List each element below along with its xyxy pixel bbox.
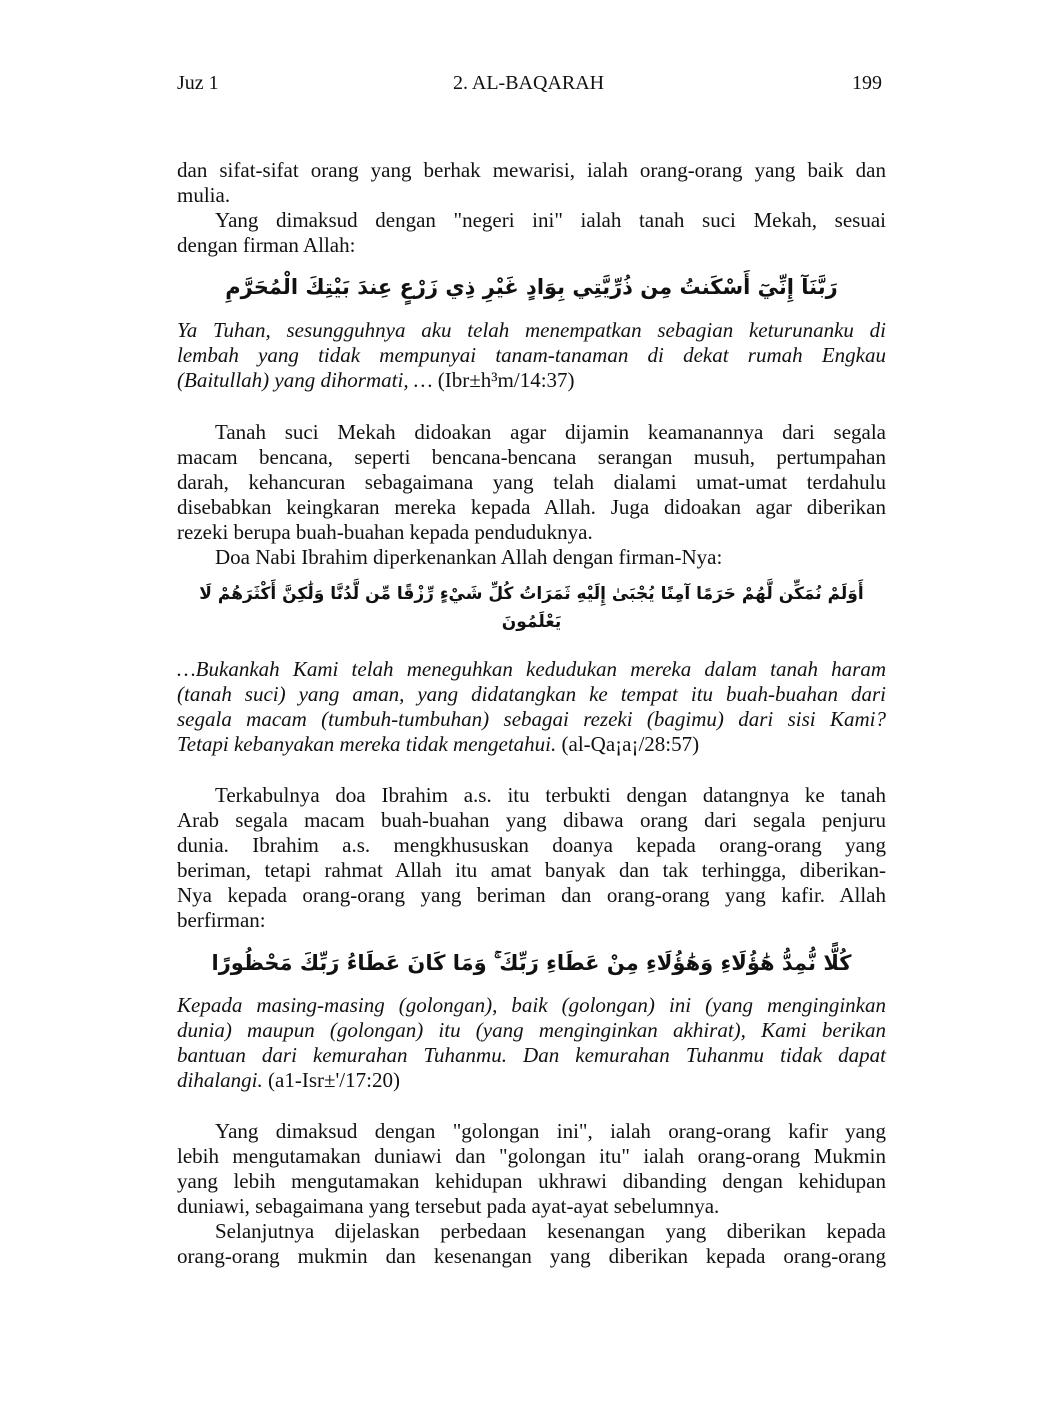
translation bbox=[177, 657, 886, 757]
text-line: (Baitullah) yang dihormati, … bbox=[177, 368, 433, 392]
text-line: Kepada masing-masing (golongan), baik (golongan) ini (yang menginginkan bbox=[177, 993, 886, 1017]
text-line: dunia. Ibrahim a.s. mengkhususkan doanya kepada orang-orang yang bbox=[177, 833, 886, 857]
paragraph bbox=[177, 783, 886, 933]
text-line: Arab segala macam buah-buahan yang dibawa orang dari segala penjuru bbox=[177, 808, 886, 832]
text-line: (tanah suci) yang aman, yang didatangkan ke tempat itu buah-buahan dari bbox=[177, 682, 886, 706]
text-line: Tetapi kebanyakan mereka tidak mengetahui. bbox=[177, 732, 557, 756]
translation bbox=[177, 318, 886, 393]
text-line: berfirman: bbox=[177, 908, 266, 932]
text-line: duniawi, sebagaimana yang tersebut pada ayat-ayat sebelumnya. bbox=[177, 1194, 720, 1218]
text-line: Selanjutnya dijelaskan perbedaan kesenangan yang diberikan kepada bbox=[215, 1219, 886, 1243]
text-line: beriman, tetapi rahmat Allah itu amat banyak dan tak terhingga, diberikan- bbox=[177, 858, 886, 882]
translation bbox=[177, 993, 886, 1093]
surah-title: 2. AL-BAQARAH bbox=[453, 72, 605, 94]
arabic-verse: أَوَلَمْ نُمَكِّن لَّهُمْ حَرَمًا آمِنًا يُجْبَىٰ إِلَيْهِ ثَمَرَاتُ كُلِّ شَيْءٍ رِّزْقًا مِّن لَّدُنَّا وَلَٰكِنَّ أَكْثَرَهُمْ لَا يَعْلَمُونَ bbox=[199, 584, 864, 632]
text-line: Nya kepada orang-orang yang beriman dan orang-orang yang kafir. Allah bbox=[177, 883, 886, 907]
verse-reference: (Ibr±h³m/14:37) bbox=[437, 368, 575, 392]
text-line: …Bukankah Kami telah meneguhkan kedudukan mereka dalam tanah haram bbox=[177, 657, 886, 681]
text-line: Tanah suci Mekah didoakan agar dijamin keamanannya dari segala bbox=[215, 420, 886, 444]
text-line: yang lebih mengutamakan kehidupan ukhrawi dibanding dengan kehidupan bbox=[177, 1169, 886, 1193]
page-number: 199 bbox=[852, 72, 882, 94]
arabic-verse: رَبَّنَآ إِنِّيٓ أَسْكَنتُ مِن ذُرِّيَّتِي بِوَادٍ غَيْرِ ذِي زَرْعٍ عِندَ بَيْتِكَ الْمُحَرَّمِ bbox=[225, 275, 838, 299]
text-line: lembah yang tidak mempunyai tanam-tanaman di dekat rumah Engkau bbox=[177, 343, 886, 367]
juz-label: Juz 1 bbox=[177, 72, 219, 94]
text-line: disebabkan keingkaran mereka kepada Allah. Juga didoakan agar diberikan bbox=[177, 495, 886, 519]
text-line: Yang dimaksud dengan "negeri ini" ialah tanah suci Mekah, sesuai bbox=[215, 208, 886, 232]
text-line: orang-orang mukmin dan kesenangan yang diberikan kepada orang-orang bbox=[177, 1244, 886, 1268]
text-line: rezeki berupa buah-buahan kepada penduduknya. bbox=[177, 520, 593, 544]
verse-reference: (al-Qa¡a¡/28:57) bbox=[561, 732, 700, 756]
paragraph bbox=[177, 420, 886, 570]
text-line: dengan firman Allah: bbox=[177, 233, 356, 257]
text-line: dihalangi. bbox=[177, 1068, 263, 1092]
text-line: Terkabulnya doa Ibrahim a.s. itu terbukti dengan datangnya ke tanah bbox=[215, 783, 886, 807]
text-line: lebih mengutamakan duniawi dan "golongan itu" ialah orang-orang Mukmin bbox=[177, 1144, 886, 1168]
text-line: mulia. bbox=[177, 183, 231, 207]
text-line: Doa Nabi Ibrahim diperkenankan Allah dengan firman-Nya: bbox=[215, 545, 723, 569]
text-line: dan sifat-sifat orang yang berhak mewarisi, ialah orang-orang yang baik dan bbox=[177, 158, 886, 182]
text-line: darah, kehancuran sebagaimana yang telah dialami umat-umat terdahulu bbox=[177, 470, 886, 494]
text-line: Yang dimaksud dengan "golongan ini", ialah orang-orang kafir yang bbox=[215, 1119, 886, 1143]
paragraph bbox=[177, 1119, 886, 1269]
text-line: segala macam (tumbuh-tumbuhan) sebagai rezeki (bagimu) dari sisi Kami? bbox=[177, 707, 886, 731]
verse-reference: (a1-Isr±'/17:20) bbox=[268, 1068, 400, 1092]
paragraph bbox=[177, 158, 886, 258]
text-line: dunia) maupun (golongan) itu (yang menginginkan akhirat), Kami berikan bbox=[177, 1018, 886, 1042]
text-line: macam bencana, seperti bencana-bencana serangan musuh, pertumpahan bbox=[177, 445, 886, 469]
arabic-verse: كُلًّا نُّمِدُّ هَٰؤُلَاءِ وَهَٰؤُلَاءِ مِنْ عَطَاءِ رَبِّكَ ۚ وَمَا كَانَ عَطَاءُ رَبِّكَ مَحْظُورًا bbox=[211, 951, 852, 975]
text-line: Ya Tuhan, sesungguhnya aku telah menempatkan sebagian keturunanku di bbox=[177, 318, 886, 342]
text-line: bantuan dari kemurahan Tuhanmu. Dan kemurahan Tuhanmu tidak dapat bbox=[177, 1043, 886, 1067]
